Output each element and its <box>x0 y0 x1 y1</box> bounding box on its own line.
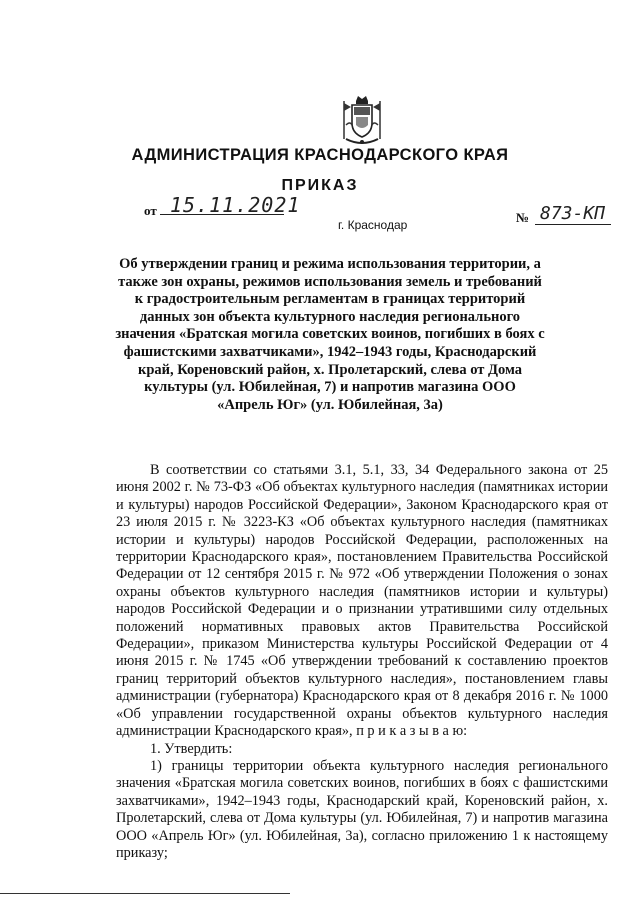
document-body <box>116 462 608 862</box>
number-underline <box>535 224 611 225</box>
handwritten-number: 873-КП <box>540 203 606 224</box>
document-type: ПРИКАЗ <box>281 177 359 194</box>
city: г. Краснодар <box>338 218 408 232</box>
krasnodar-coat-of-arms-icon <box>340 95 384 147</box>
handwritten-date: 15.11.2021 <box>170 193 301 217</box>
preamble-paragraph: В соответствии со статьями 3.1, 5.1, 33, 34 Федерального закона от 25 июня 2002 г. № 73-ФЗ «Об объектах культурного наследия (памятниках истории и культуры) народов Российской Федерации», Законом Краснодарского края от 23 июля 2015 г. № 3223-КЗ «Об объектах культурного наследия (памятниках истории и культуры) народов Российской Федерации, расположенных на территории Краснодарского края», постановлением Правительства Российской Федерации от 12 сентября 2015 г. № 972 «Об утверждении Положения о зонах охраны объектов культурного наследия (памятников истории и культуры) народов Российской Федерации и о признании утратившими силу отдельных положений нормативных правовых актов Правительства Российской Федерации», приказом Министерства культуры Российской Федерации от 4 июня 2015 г. № 1745 «Об утверждении требований к составлению проектов границ территорий объектов культурного наследия», постановлением главы администрации (губернатора) Краснодарского края от 8 декабря 2016 г. № 1000 «Об управлении государственной охраны объектов культурного наследия администрации Краснодарского края», п р и к а з ы в а ю: <box>116 462 608 740</box>
footer-rule <box>0 893 290 894</box>
date-prefix: от <box>144 203 157 218</box>
item-1-paragraph: 1. Утвердить: <box>150 740 233 757</box>
item-1-1-paragraph: 1) границы территории объекта культурного наследия регионального значения «Братская могила советских воинов, погибших в боях с фашистскими захватчиками», 1942–1943 годы, Краснодарский край, Кореновский район, х. Пролетарский, слева от Дома культуры (ул. Юбилейная, 7) и напротив магазина ООО «Апрель Юг» (ул. Юбилейная, 3а), согласно приложению 1 к настоящему приказу; <box>116 757 608 861</box>
date-underline <box>160 214 284 215</box>
document-meta <box>0 190 640 240</box>
document-subject: Об утверждении границ и режима использования территории, а также зон охраны, режимов использования земель и требований к градостроительным регламентам в границах территорий данных зон объекта культурного наследия регионального значения «Братская могила советских воинов, погибших в боях с фашистскими захватчиками», 1942–1943 годы, Краснодарский край, Кореновский район, х. Пролетарский, слева от Дома культуры (ул. Юбилейная, 7) и напротив магазина ООО «Апрель Юг» (ул. Юбилейная, 3а) <box>115 256 545 413</box>
number-prefix: № <box>516 210 530 225</box>
organization-title: АДМИНИСТРАЦИЯ КРАСНОДАРСКОГО КРАЯ <box>131 146 509 164</box>
